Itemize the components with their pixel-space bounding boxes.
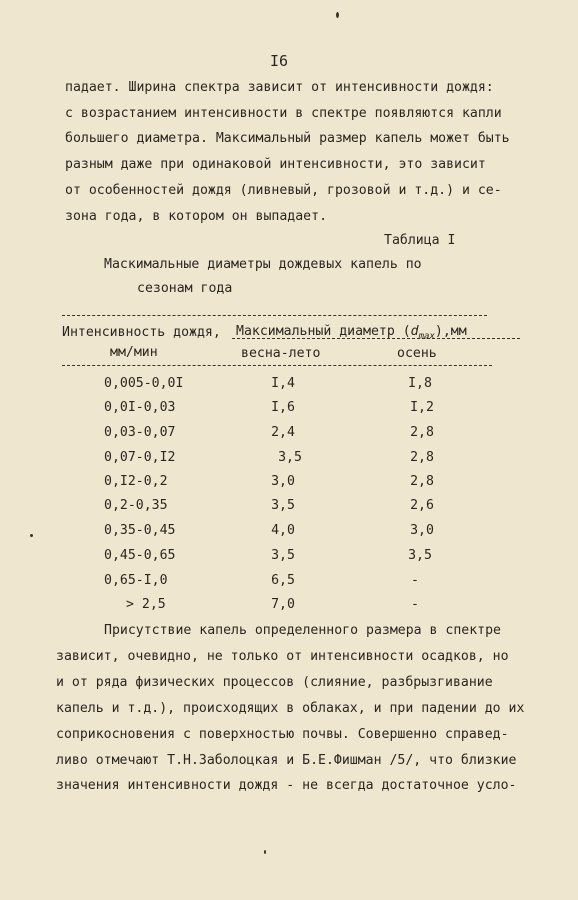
autumn-cell: 3,0 (410, 523, 434, 538)
spring-summer-cell: 7,0 (271, 597, 295, 612)
autumn-cell: I,8 (408, 376, 432, 391)
spring-summer-cell: I,6 (271, 400, 295, 415)
paper-speck (336, 12, 339, 18)
table-header-intensity: Интенсивность дождя, (62, 325, 221, 340)
spring-summer-cell: 2,4 (271, 425, 295, 440)
page-number: I6 (270, 52, 289, 70)
table-caption-line-2: сезонам года (137, 281, 233, 296)
spring-summer-cell: 3,5 (271, 498, 295, 513)
paragraph-1-line: от особенностей дождя (ливневый, грозовой и т.д.) и се- (65, 183, 502, 198)
table-subheader-spring-summer: весна-лето (241, 346, 321, 361)
intensity-cell: > 2,5 (126, 597, 166, 612)
intensity-cell: 0,005-0,0I (104, 376, 184, 391)
autumn-cell: 2,8 (410, 474, 434, 489)
diameter-symbol: d (410, 324, 419, 339)
paragraph-2-line: Присутствие капель определенного размера в спектре (104, 623, 501, 638)
intensity-cell: 0,65-I,0 (104, 573, 168, 588)
table-header-max-diameter-prefix: Максимальный диаметр ( (236, 324, 411, 339)
spring-summer-cell: 4,0 (271, 523, 295, 538)
autumn-cell: 2,6 (410, 498, 434, 513)
paper-speck (264, 850, 266, 854)
paragraph-2-line: соприкосновения с поверхностью почвы. Совершенно справед- (56, 727, 509, 742)
intensity-cell: 0,0I-0,03 (104, 400, 176, 415)
autumn-cell: - (411, 573, 419, 588)
table-subheader-autumn: осень (397, 346, 437, 361)
paragraph-1-line: с возрастанием интенсивности в спектре появляются капли (65, 106, 502, 121)
intensity-cell: 0,03-0,07 (104, 425, 176, 440)
paragraph-2-line: зависит, очевидно, не только от интенсивности осадков, но (56, 649, 509, 664)
paragraph-2-line: ливо отмечают Т.Н.Заболоцкая и Б.Е.Фишман /5/, что близкие (56, 753, 517, 768)
table-label: Таблица I (384, 233, 456, 248)
spring-summer-cell: 3,0 (271, 474, 295, 489)
spring-summer-cell: 3,5 (278, 450, 302, 465)
autumn-cell: 3,5 (408, 548, 432, 563)
intensity-cell: 0,35-0,45 (104, 523, 176, 538)
paragraph-1-line: зона года, в котором он выпадает. (65, 209, 328, 224)
paragraph-1-line: большего диаметра. Максимальный размер капель может быть (65, 131, 510, 146)
table-caption-line-1: Маскимальные диаметры дождевых капель по (104, 257, 422, 272)
spring-summer-cell: I,4 (271, 376, 295, 391)
table-header-max-diameter-suffix: ),мм (434, 324, 467, 339)
diameter-subscript: max (418, 331, 435, 342)
intensity-cell: 0,07-0,I2 (104, 450, 176, 465)
table-header-intensity-unit: мм/мин (110, 345, 158, 360)
spring-summer-cell: 6,5 (271, 573, 295, 588)
intensity-cell: 0,2-0,35 (104, 498, 168, 513)
autumn-cell: 2,8 (410, 450, 434, 465)
table-top-rule (62, 315, 487, 316)
intensity-cell: 0,45-0,65 (104, 548, 176, 563)
autumn-cell: I,2 (410, 400, 434, 415)
paper-speck (30, 534, 33, 537)
table-header-bottom-rule (62, 365, 492, 366)
paragraph-2-line: и от ряда физических процессов (слияние, разбрызгивание (56, 675, 493, 690)
paragraph-1-line: падает. Ширина спектра зависит от интенсивности дождя: (65, 80, 494, 95)
paragraph-2-line: капель и т.д.), происходящих в облаках, и при падении до их (56, 701, 525, 716)
paragraph-2-line: значения интенсивности дождя - не всегда достаточное усло- (56, 778, 517, 793)
table-header-max-diameter (236, 324, 467, 342)
autumn-cell: 2,8 (410, 425, 434, 440)
spring-summer-cell: 3,5 (271, 548, 295, 563)
autumn-cell: - (411, 597, 419, 612)
intensity-cell: 0,I2-0,2 (104, 474, 168, 489)
paragraph-1-line: разным даже при одинаковой интенсивности, это зависит (65, 157, 486, 172)
